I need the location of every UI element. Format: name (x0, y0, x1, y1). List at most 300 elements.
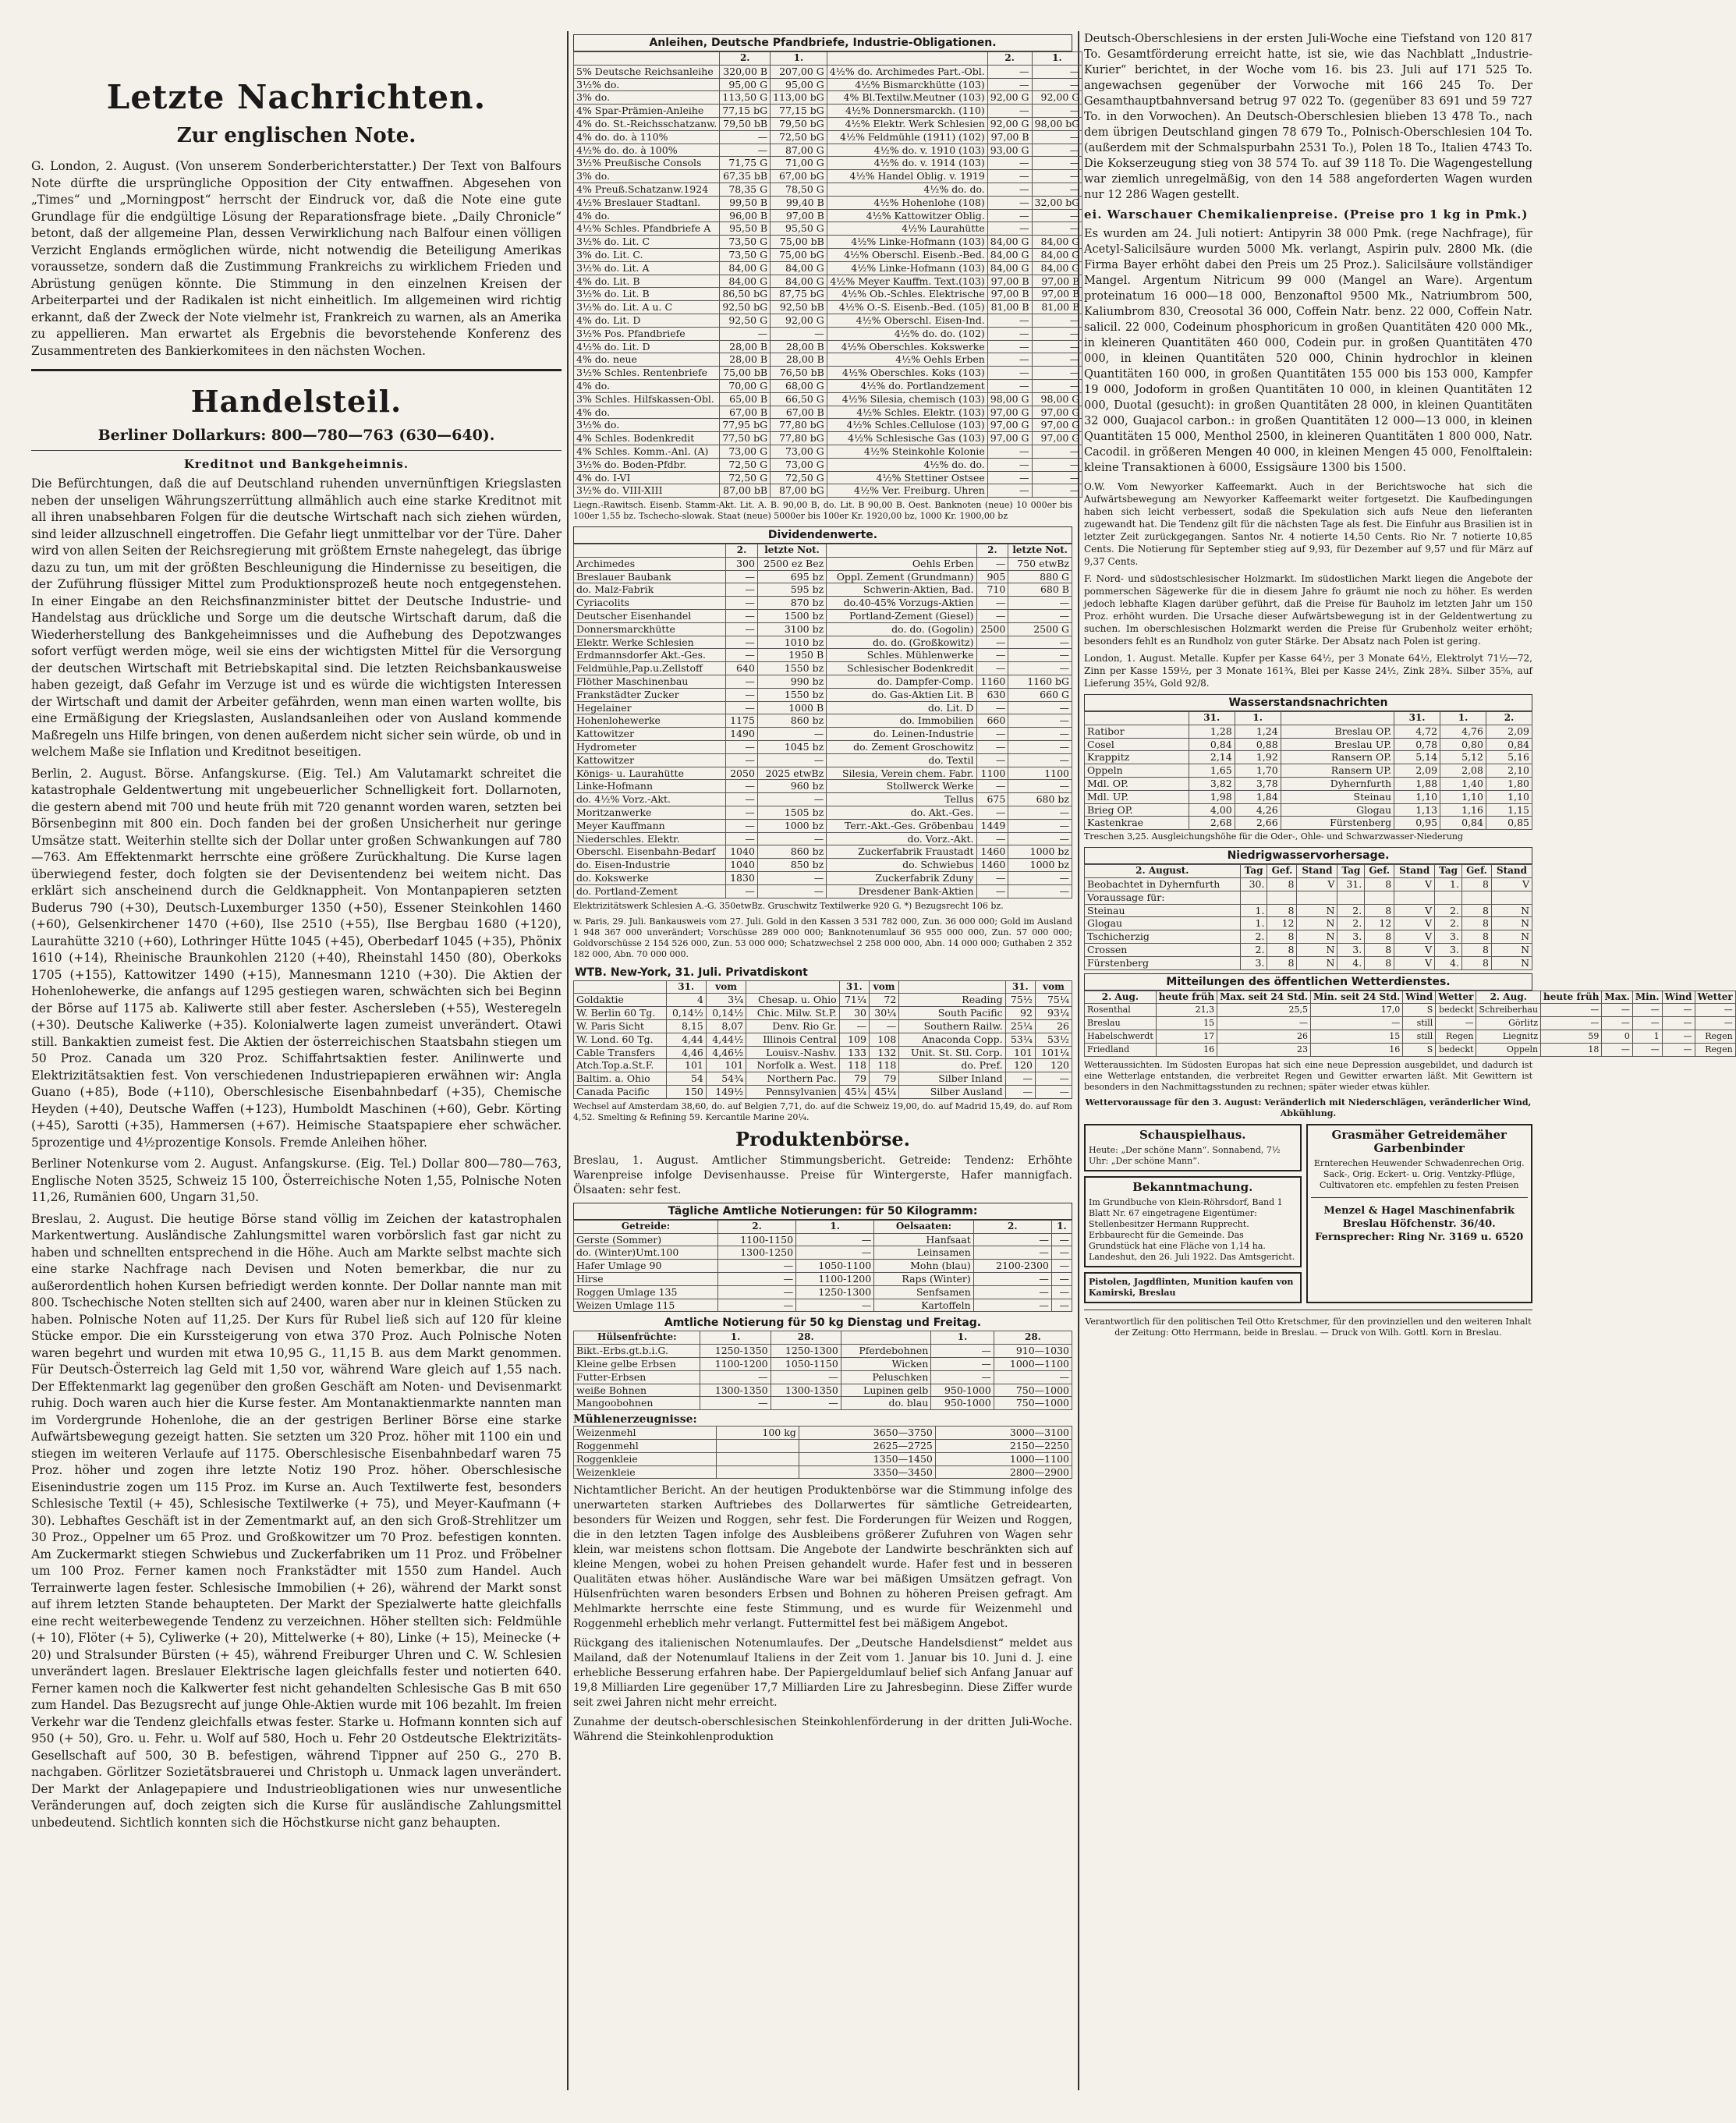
legumes-table-header (574, 1331, 1072, 1345)
bonds-cell: — (987, 78, 1032, 91)
weather-cell: — (1541, 1004, 1602, 1017)
bonds-cell: 77,15 bG (771, 105, 827, 118)
dividend-row (574, 767, 1072, 780)
weather-cell: — (1217, 1017, 1311, 1030)
bonds-cell: 3½% Preußische Consols (574, 157, 720, 170)
dividend-cell: Silesia, Verein chem. Fabr. (827, 767, 976, 780)
grain-cell: — (973, 1233, 1051, 1246)
weather-row (1085, 1017, 1736, 1030)
bonds-cell: 92,50 bB (771, 301, 827, 314)
bonds-cell: 77,15 bG (720, 105, 771, 118)
bonds-cell: 4½% Elektr. Werk Schlesien (827, 117, 987, 130)
grain-cell: — (973, 1299, 1051, 1312)
newyork-cell: 93¼ (1035, 1007, 1072, 1020)
ad-pistolen (1084, 1272, 1302, 1303)
column-middle (573, 31, 1080, 2106)
bonds-cell: 96,00 B (720, 209, 771, 222)
mill-products-title: Mühlenerzeugnisse: (573, 1413, 697, 1427)
bonds-row (574, 144, 1082, 157)
newyork-cell: W. Paris Sicht (574, 1020, 667, 1033)
lowwater-row (1085, 891, 1532, 904)
bonds-cell: 95,00 G (771, 78, 827, 91)
lowwater-cell: 3. (1435, 930, 1462, 944)
dividend-row (574, 662, 1072, 675)
article-london-metalle: London, 1. August. Metalle. Kupfer per Kasse 64½, per 3 Monate 64½, Elektrolyt 71½—72, Zinn per Kasse 159½, per 3 Monate 161¾, Blei per Kasse 24½, Zink 28¾. Silber 35⅝, auf Lieferung 35¾, Gold 92/8. (1084, 653, 1532, 689)
bonds-cell: 84,00 G (771, 261, 827, 275)
newyork-cell: do. Pref. (899, 1059, 1005, 1072)
bonds-cell: 4½% Hohenlohe (108) (827, 196, 987, 209)
bonds-cell: 4½% Linke-Hofmann (103) (827, 236, 987, 249)
dividend-note: Elektrizitätswerk Schlesien A.-G. 350etwBz. Gruschwitz Textilwerke 920 G. *) Bezugsrecht 106 bz. (573, 900, 1004, 911)
dividend-cell: — (1008, 728, 1072, 741)
bonds-cell: 84,00 G (1032, 261, 1082, 275)
dividend-row (574, 793, 1072, 806)
bonds-cell: 4½% do. do. à 100% (574, 144, 720, 157)
newyork-cell: 92 (1005, 1007, 1035, 1020)
newyork-table-header (574, 980, 1072, 994)
bonds-cell: — (987, 314, 1032, 327)
dividend-cell: 630 (976, 688, 1008, 701)
water-cell: 1,28 (1189, 725, 1235, 738)
lowwater-cell: N (1491, 930, 1532, 944)
lowwater-col-0: 2. August. (1085, 865, 1241, 878)
water-cell: 1,80 (1486, 777, 1532, 790)
lowwater-cell (1435, 891, 1462, 904)
dividend-cell: Oppl. Zement (Grundmann) (827, 570, 976, 583)
grain-row (574, 1285, 1072, 1299)
dividend-cell: — (976, 728, 1008, 741)
bonds-cell: — (987, 157, 1032, 170)
ad-schauspielhaus (1084, 1124, 1302, 1171)
grain-cell: — (796, 1299, 874, 1312)
water-cell: 2,10 (1486, 764, 1532, 778)
article-italien: Rückgang des italienischen Notenumlaufes. Der „Deutsche Handelsdienst“ meldet aus Mailand, daß der Notenumlauf Italiens in der Zeit vom 1. Januar bis 10. Juni d. J. eine erhebliche Besserung erfahren habe. Der Papiergeldumlauf belief sich Anfang Januar auf 19,8 Milliarden Lire gegenüber 17,7 Milliarden Lire zu Jahresbeginn. Diese Ziffer wurde seit zwei Jahren nicht mehr erreicht. (573, 1637, 1072, 1710)
dividend-cell: 710 (976, 583, 1008, 597)
weather-cell: Regen (1695, 1043, 1735, 1056)
lowwater-table-title: Niedrigwasservorhersage. (1084, 847, 1532, 864)
legumes-row (574, 1384, 1072, 1397)
newyork-cell: 118 (839, 1059, 869, 1072)
newyork-col-7: 31. (1005, 980, 1035, 994)
mill-cell: Weizenmehl (574, 1427, 717, 1440)
grain-cell: Raps (Winter) (874, 1272, 974, 1285)
dividend-row (574, 806, 1072, 820)
bonds-cell: 113,50 G (720, 91, 771, 105)
bonds-table-header (574, 52, 1082, 66)
lowwater-cell (1461, 891, 1491, 904)
dividend-cell: 1010 bz (757, 636, 826, 649)
bonds-cell: 4½% do. do. (827, 458, 987, 471)
bonds-cell: — (1032, 170, 1082, 183)
newyork-col-8: vom (1035, 980, 1072, 994)
dividend-cell: 1550 bz (757, 688, 826, 701)
bonds-row (574, 314, 1082, 327)
ad-pistolen-text: Pistolen, Jagdflinten, Munition kaufen von Kamirski, Breslau (1089, 1276, 1294, 1298)
newyork-cell: Cable Transfers (574, 1046, 667, 1059)
dividend-cell: 1550 bz (757, 662, 826, 675)
lowwater-col-1: Tag (1240, 865, 1267, 878)
weather-cell: 23 (1217, 1043, 1311, 1056)
mill-cell: Weizenkleie (574, 1466, 717, 1479)
grain-cell: — (717, 1260, 795, 1273)
lowwater-cell: 8 (1461, 877, 1491, 891)
weather-cell: bedeckt (1436, 1004, 1476, 1017)
bonds-cell: 84,00 G (1032, 236, 1082, 249)
dividend-row (574, 597, 1072, 610)
weather-cell: S (1403, 1043, 1436, 1056)
weather-table-title: Mitteilungen des öffentlichen Wetterdienstes. (1084, 973, 1532, 991)
dividend-cell: Zuckerfabrik Zduny (827, 872, 976, 885)
bonds-cell: 97,00 G (1032, 406, 1082, 419)
lowwater-cell: 8 (1365, 877, 1394, 891)
lowwater-cell: 8 (1267, 930, 1297, 944)
bonds-cell: 95,50 G (771, 222, 827, 236)
bonds-row (574, 367, 1082, 380)
dividend-cell: 960 bz (757, 780, 826, 793)
mill-cell: Roggenkleie (574, 1452, 717, 1466)
dividend-cell: 1505 bz (757, 806, 826, 820)
bonds-cell: 4½% do. do. (827, 183, 987, 196)
newyork-cell: 45¼ (839, 1085, 869, 1098)
dividend-cell: — (1008, 741, 1072, 754)
lowwater-cell (1394, 891, 1435, 904)
dividend-cell: — (726, 688, 758, 701)
dividend-cell: — (726, 622, 758, 636)
article-berlin-boerse: Berlin, 2. August. Börse. Anfangskurse. (Eig. Tel.) Am Valutamarkt schreitet die katastrophale Geldentwertung mit ungebeuerlicher Schnelligkeit fort. Dollarnoten, die gestern abend mit 700 und heute früh mit 720 genannt worden waren, setzten bei Börsenbeginn mit 800 ein. Doch fanden bei der großen Unsicherheit nur geringe Umsätze statt. Weiterhin stellte sich der Dollar unter großen Schwankungen auf 780—763. Am Effektenmarkt herrschte eine größere Zurückhaltung. Die Kurse lagen überwiegend fester, doch folgten sie der Devisentendenz bei weitem nicht. Das erklärt sich anscheinend durch die Geldknappheit. Von Montanpapieren setzten Buderus 790 (+30), Deutsch-Luxemburger 1350 (+50), Essener Steinkohlen 1460 (+60), Gelsenkirchener 1470 (+60), Ilse 2510 (+55), Ilse Bergbau 1680 (+120), Laurahütte 3210 (+60), Lothringer Hütte 1045 (+45), Oberbedarf 1045 (+35), Phönix 1610 (+14), Rheinische Braunkohlen 2120 (+40), Rheinstahl 1450 (80), Oberkoks 1705 (+155), Kattowitzer 1490 (+15), Mannesmann 1210 (+30). Die Aktien der Hohenlohewerke, die anfangs auf 1295 gestiegen waren, schwächten sich bei Beginn der Börse auf 1175 ab. Kaliwerte still aber fester. Aschersleben (+55), Westeregeln (+30). Deutsche Kaliwerke (+35). Kolonialwerte lagen zumeist unverändert. Otawi still. Bankaktien zumeist fest. Die Aktien der österreichischen Staatsbahn stiegen um 50 Proz. Canada um 320 Proz. Schiffahrtsaktien fester. Anilinwerte und Elektrizitätsaktien fest. Von verschiedenen Industriepapieren erwähnen wir: Angla Guano (+85), Bode (+110), Oberschlesische Eisenbahnbedarf (+35), Chemische Heyden (+40), Deutsche Waffen (+123), Humboldt Maschinen (+60), Gebr. Körting (+45), Sarotti (+35), Hammersen (+67). Heimische Staatspapiere eher schwächer. 5prozentige und 4½prozentige Konsols. Fremde Anleihen höher. (31, 766, 562, 1150)
bonds-cell: 65,00 B (720, 392, 771, 406)
bonds-cell: 67,35 bB (720, 170, 771, 183)
column-left (31, 31, 562, 2106)
water-cell: 0,84 (1189, 738, 1235, 751)
bonds-cell: 87,00 bB (720, 484, 771, 498)
bonds-cell: 81,00 B (1032, 301, 1082, 314)
bonds-cell: 93,00 G (987, 144, 1032, 157)
lowwater-cell: V (1297, 877, 1337, 891)
water-cell: 3,78 (1235, 777, 1281, 790)
legumes-table (573, 1331, 1072, 1410)
lowwater-cell: 8 (1365, 904, 1394, 917)
article-paris-bank: w. Paris, 29. Juli. Bankausweis vom 27. Juli. Gold in den Kassen 3 531 782 000, Zun. 36 000 000; Gold im Ausland 1 948 367 000 unverändert; Vorschüsse 289 000 000; Banknotenumlauf 36 955 000 000, Zun. 57 000 000; Goldvorschüsse 2 154 526 000, Zun. 53 000 000; Schatzwechsel 2 258 000 000, Abn. 14 000 000; Guthaben 2 352 182 000, Abn. 70 000 000. (573, 916, 1072, 959)
grain-table-header (574, 1220, 1072, 1233)
lowwater-cell: N (1491, 917, 1532, 930)
legumes-cell: — (931, 1345, 994, 1358)
bonds-cell: 97,00 G (1032, 419, 1082, 432)
dividend-cell: — (726, 583, 758, 597)
bonds-cell: 3% do. (574, 91, 720, 105)
water-cell: Krappitz (1085, 751, 1189, 764)
imprint-footer: Verantwortlich für den politischen Teil Otto Kretschmer, für den provinziellen und den weiteren Inhalt der Zeitung: Otto Herrmann, beide in Breslau. — Druck von Wilh. Gottl. Korn in Breslau. (1085, 1316, 1532, 1338)
mill-cell: Roggenmehl (574, 1439, 717, 1452)
grain-cell: — (973, 1246, 1051, 1260)
water-cell: 1,10 (1394, 790, 1440, 803)
bonds-cell: — (1032, 157, 1082, 170)
bonds-cell: 3½% do. Boden-Pfdbr. (574, 458, 720, 471)
legumes-cell: — (771, 1370, 841, 1384)
dividend-cell: — (726, 780, 758, 793)
lowwater-cell: V (1394, 930, 1435, 944)
bonds-cell: 3½% do. Lit. C (574, 236, 720, 249)
dividend-cell: Portland-Zement (Giesel) (827, 610, 976, 623)
bonds-cell: 4½% do. Archimedes Part.-Obl. (827, 65, 987, 78)
water-cell: 2,09 (1486, 725, 1532, 738)
bonds-cell: — (1032, 183, 1082, 196)
bonds-cell: — (987, 65, 1032, 78)
bonds-cell: 97,00 G (1032, 432, 1082, 445)
newyork-row (574, 1046, 1072, 1059)
dividend-col-3 (827, 544, 976, 558)
lowwater-cell (1240, 891, 1267, 904)
dividend-cell: — (757, 872, 826, 885)
water-cell: Steinau (1281, 790, 1394, 803)
bonds-cell: — (1032, 484, 1082, 498)
dividend-cell: — (1008, 872, 1072, 885)
grain-cell: Hanfsaat (874, 1233, 974, 1246)
bonds-cell: 28,00 B (771, 353, 827, 367)
lowwater-table (1084, 864, 1532, 969)
legumes-cell: Futter-Erbsen (574, 1370, 700, 1384)
water-row (1085, 817, 1532, 830)
water-col-6: 2. (1486, 712, 1532, 725)
legumes-row (574, 1357, 1072, 1370)
newyork-cell: Chesap. u. Ohio (746, 994, 839, 1007)
bonds-cell: 97,00 G (987, 406, 1032, 419)
grain-cell: — (1051, 1285, 1072, 1299)
bonds-cell: 73,00 G (720, 445, 771, 458)
water-row (1085, 803, 1532, 817)
newyork-row (574, 1085, 1072, 1098)
dividend-cell: 1460 (976, 859, 1008, 872)
weather-row (1085, 1004, 1736, 1017)
weather-cell: 17,0 (1311, 1004, 1403, 1017)
mill-products-table (573, 1426, 1072, 1479)
article-steinkohle: Deutsch-Oberschlesiens in der ersten Juli-Woche eine Tiefstand von 120 817 To. Gesamtförderung erreicht hatte, ist sie, wie das Nachblatt „Industrie-Kurier“ berichtet, in der Woche vom 16. bis 23. Juli auf 171 525 To. angewachsen gegenüber der Vorwoche mit 166 245 To. Der Gesamthauptbahnversand betrug 97 022 To. (gegenüber 83 691 und 59 727 To. in den Vorwochen). An Deutsch-Oberschlesien blieben 13 478 To., nach dem übrigen Deutschland gingen 78 679 To., Polnisch-Oberschlesien 104 To. (außerdem mit der Schmalspurbahn 2531 To.), Polen 18 To., Italien 4743 To. Die Kokserzeugung stieg von 38 574 To. auf 39 118 To. Die Wagengestellung war ziemlich unregelmäßig, von den 14 588 angeforderten Wagen wurden nur 12 286 Wagen gestellt. (1084, 33, 1532, 201)
dividend-cell: 1460 (976, 845, 1008, 859)
bonds-col-3 (827, 52, 987, 66)
water-row (1085, 764, 1532, 778)
weather-cell: — (1695, 1017, 1735, 1030)
legumes-cell: weiße Bohnen (574, 1384, 700, 1397)
bonds-row (574, 406, 1082, 419)
water-row (1085, 790, 1532, 803)
dividend-row (574, 557, 1072, 570)
bonds-cell: 4½% Oberschl. Eisen-Ind. (827, 314, 987, 327)
bonds-cell: — (987, 340, 1032, 353)
weather-cell: — (1541, 1017, 1602, 1030)
headline-letzte-nachrichten: Letzte Nachrichten. (106, 78, 487, 116)
dividend-cell: Moritzanwerke (574, 806, 726, 820)
legumes-cell: — (994, 1370, 1072, 1384)
newyork-cell: 133 (839, 1046, 869, 1059)
newyork-row (574, 1072, 1072, 1086)
water-cell: 5,14 (1394, 751, 1440, 764)
subhead-englische-note: Zur englischen Note. (176, 124, 416, 147)
lowwater-cell: 8 (1267, 877, 1297, 891)
bonds-row (574, 301, 1082, 314)
dividend-cell: Kattowitzer (574, 753, 726, 767)
bonds-row (574, 471, 1082, 484)
dividend-cell: 2050 (726, 767, 758, 780)
newyork-col-5: vom (869, 980, 898, 994)
bonds-cell: 71,75 G (720, 157, 771, 170)
bonds-cell: 95,00 G (720, 78, 771, 91)
mill-row (574, 1439, 1072, 1452)
dividend-row (574, 872, 1072, 885)
bonds-row (574, 222, 1082, 236)
bonds-cell: — (1032, 222, 1082, 236)
weather-cell: Regen (1436, 1030, 1476, 1043)
bonds-cell: — (1032, 471, 1082, 484)
newyork-cell: 101¼ (1035, 1046, 1072, 1059)
bonds-row (574, 65, 1082, 78)
dividend-cell: — (726, 753, 758, 767)
bonds-cell: — (987, 367, 1032, 380)
newyork-cell: Northern Pac. (746, 1072, 839, 1086)
dividend-cell: Deutscher Eisenhandel (574, 610, 726, 623)
legumes-cell: 750—1000 (994, 1397, 1072, 1410)
dividend-cell: 1100 (976, 767, 1008, 780)
newyork-cell: 120 (1035, 1059, 1072, 1072)
lowwater-cell: Steinau (1085, 904, 1241, 917)
dividend-cell: Oberschl. Eisenbahn-Bedarf (574, 845, 726, 859)
bonds-row (574, 484, 1082, 498)
mill-cell: 2150—2250 (935, 1439, 1072, 1452)
dividend-cell: — (726, 597, 758, 610)
dividend-cell: Cyriacolits (574, 597, 726, 610)
bonds-cell: 84,00 G (720, 261, 771, 275)
bonds-row (574, 288, 1082, 301)
bonds-cell: 87,00 bG (771, 484, 827, 498)
bonds-cell: 97,00 G (987, 432, 1032, 445)
ad-garbenbinder-text: Ernterechen Heuwender Schwadenrechen Orig. Sack-, Orig. Eckert- u. Orig. Ventzky-Pflüge, Cultivatoren etc. empfehlen zu festen Preisen (1313, 1157, 1525, 1190)
grain-cell: Hafer Umlage 90 (574, 1260, 718, 1273)
water-cell: 5,12 (1440, 751, 1486, 764)
dividend-cell: — (1008, 714, 1072, 728)
legumes-cell: 1000—1100 (994, 1357, 1072, 1370)
bonds-cell: 28,00 B (771, 340, 827, 353)
bonds-cell: — (987, 458, 1032, 471)
article-zunahme: Zunahme der deutsch-oberschlesischen Steinkohlenförderung in der dritten Juli-Woche. Während die Steinkohlenproduktion (573, 1716, 1072, 1744)
water-col-5: 1. (1440, 712, 1486, 725)
bonds-cell: — (1032, 379, 1082, 392)
bonds-cell: 92,00 G (987, 117, 1032, 130)
weather-cell: 21,3 (1156, 1004, 1217, 1017)
dividend-cell: Archimedes (574, 557, 726, 570)
dividend-cell: 1160 bG (1008, 675, 1072, 689)
bonds-cell: 98,00 G (987, 392, 1032, 406)
newyork-cell: — (1005, 1085, 1035, 1098)
weather-cell: Friedland (1085, 1043, 1157, 1056)
dividend-cell: Schles. Mühlenwerke (827, 649, 976, 662)
dividend-cell: do. Kokswerke (574, 872, 726, 885)
bonds-cell: 4½% do. Lit. D (574, 340, 720, 353)
lowwater-cell: 8 (1461, 956, 1491, 969)
lowwater-col-9: Stand (1491, 865, 1532, 878)
dividend-row (574, 859, 1072, 872)
dividend-col-4: 2. (976, 544, 1008, 558)
bonds-cell: 75,00 bB (771, 236, 827, 249)
bonds-cell: 73,00 G (771, 445, 827, 458)
bonds-cell: 5% Deutsche Reichsanleihe (574, 65, 720, 78)
bonds-cell: 84,00 G (987, 261, 1032, 275)
lowwater-cell: 2. (1435, 917, 1462, 930)
newyork-cell: 30¼ (869, 1007, 898, 1020)
dividend-cell: — (726, 636, 758, 649)
ad-schauspielhaus-title: Schauspielhaus. (1139, 1127, 1246, 1142)
water-cell: 1,10 (1486, 790, 1532, 803)
bonds-cell: — (987, 170, 1032, 183)
weather-col-8: Max. (1602, 991, 1632, 1004)
bonds-cell: — (720, 130, 771, 144)
bonds-cell: 67,00 bG (771, 170, 827, 183)
legumes-cell: Wicken (841, 1357, 930, 1370)
newyork-cell: 4,44 (666, 1033, 706, 1046)
newyork-cell: Baltim. a. Ohio (574, 1072, 667, 1086)
dividend-cell: 1830 (726, 872, 758, 885)
bonds-cell: 4½% do. v. 1914 (103) (827, 157, 987, 170)
weather-forecast: Wettervoraussage für den 3. August: Veränderlich mit Niederschlägen, veränderlicher Wind, Abkühlung. (1085, 1097, 1532, 1118)
water-row (1085, 738, 1532, 751)
article-warschau: Es wurden am 24. Juli notiert: Antipyrin 38 000 Pmk. (rege Nachfrage), für Acetyl-Salicilsäure wurden 5000 Mk. verlangt, Aspirin pulv. 2800 Mk. (die Firma Bayer erhöht dabei den Preis um 25 Proz.). Salicilsäure vollständiger Mangel. Argentum Nitricum 99 000 (Mangel an Ware). Argentum proteinatum 16 000—18 000, Benzonaftol 9500 Mk., Natriumbrom 500, Kaliumbrom 830, Creosotal 36 000, Coffein Natr. benz. 22 000, Coffein Natr. salicil. 22 000, Codeinum phosphoricum in großen Quantitäten 420 000 Mk., in kleineren Quantitäten 460 000, Codein pur. in großen Quantitäten 470 000, in kleinen Quantitäten 520 000, Chinin hydrochlor in kleinen Quantitäten 160 000, in großen Quantitäten 155 000 bis 153 000, Kampfer 19 000, Jodoform in großen Quantitäten 10 000, in kleinen Quantitäten 12 000, Duotal (gesucht): in großen Quantitäten 28 000, in kleinen Quantitäten 32 000, Guajacol carbon.: in großen Quantitäten 12 000—13 000, in kleinen Quantitäten 15 000, Menthol 2500, in kleineren Quantitäten 1 800 000, Natr. Cacodil. in größeren Mengen 40 000, in kleinen Mengen 45 000, Fenolftalein: kleine Transaktionen à 6000, Essigsäure 1300 bis 1500. (1084, 228, 1532, 474)
lowwater-cell: V (1394, 943, 1435, 956)
bonds-cell: 3½% Schles. Rentenbriefe (574, 367, 720, 380)
dividend-cell: — (1008, 701, 1072, 714)
lowwater-cell: V (1394, 904, 1435, 917)
weather-cell: Liegnitz (1476, 1030, 1541, 1043)
bonds-row (574, 275, 1082, 288)
mill-cell (716, 1466, 799, 1479)
bonds-cell: 4½% Silesia, chemisch (103) (827, 392, 987, 406)
newyork-cell: 75½ (1005, 994, 1035, 1007)
dividend-cell: — (976, 753, 1008, 767)
dividend-cell: do. Immobilien (827, 714, 976, 728)
dividend-cell: 680 B (1008, 583, 1072, 597)
bonds-cell: — (771, 327, 827, 340)
bonds-cell: 4% Spar-Prämien-Anleihe (574, 105, 720, 118)
dividend-cell: Hegelainer (574, 701, 726, 714)
legumes-cell: 750—1000 (994, 1384, 1072, 1397)
lowwater-cell: 8 (1365, 943, 1394, 956)
weather-outlook: Wetteraussichten. Im Südosten Europas hat sich eine neue Depression ausgebildet, und dadurch ist eine Wetterlage entstanden, die verbreitet Regen und Gewitter erwarten läßt. Mit Gewittern ist besonders in den Nachmittagsstunden zu rechnen; später wieder etwas kühler. (1084, 1059, 1532, 1092)
bonds-cell: 4½% Laurahütte (827, 222, 987, 236)
bonds-cell: 4% do. do. à 110% (574, 130, 720, 144)
weather-cell: still (1403, 1017, 1436, 1030)
bonds-cell: 3½% Pos. Pfandbriefe (574, 327, 720, 340)
weather-col-1: heute früh (1156, 991, 1217, 1004)
newyork-cell: Unit. St. Stl. Corp. (899, 1046, 1005, 1059)
lowwater-row (1085, 943, 1532, 956)
grain-cell: Weizen Umlage 115 (574, 1299, 718, 1312)
dividend-cell: 880 G (1008, 570, 1072, 583)
bonds-cell: 72,50 G (771, 471, 827, 484)
dividend-cell: — (976, 872, 1008, 885)
dividend-cell: 1000 bz (1008, 845, 1072, 859)
weather-cell: S (1403, 1004, 1436, 1017)
water-col-1: 31. (1189, 712, 1235, 725)
dividend-cell: Terr.-Akt.-Ges. Gröbenbau (827, 819, 976, 832)
bonds-cell: — (1032, 314, 1082, 327)
newyork-col-0 (574, 980, 667, 994)
dividend-cell: 990 bz (757, 675, 826, 689)
dividend-cell: do. Zement Groschowitz (827, 741, 976, 754)
grain-cell: Leinsamen (874, 1246, 974, 1260)
dividend-cell: — (757, 884, 826, 898)
newyork-cell: 8,15 (666, 1020, 706, 1033)
bonds-cell: 28,00 B (720, 353, 771, 367)
dividend-table-title: Dividendenwerte. (573, 526, 1072, 544)
dividend-cell: 1490 (726, 728, 758, 741)
dividend-col-5: letzte Not. (1008, 544, 1072, 558)
bonds-cell: 4½% Handel Oblig. v. 1919 (827, 170, 987, 183)
